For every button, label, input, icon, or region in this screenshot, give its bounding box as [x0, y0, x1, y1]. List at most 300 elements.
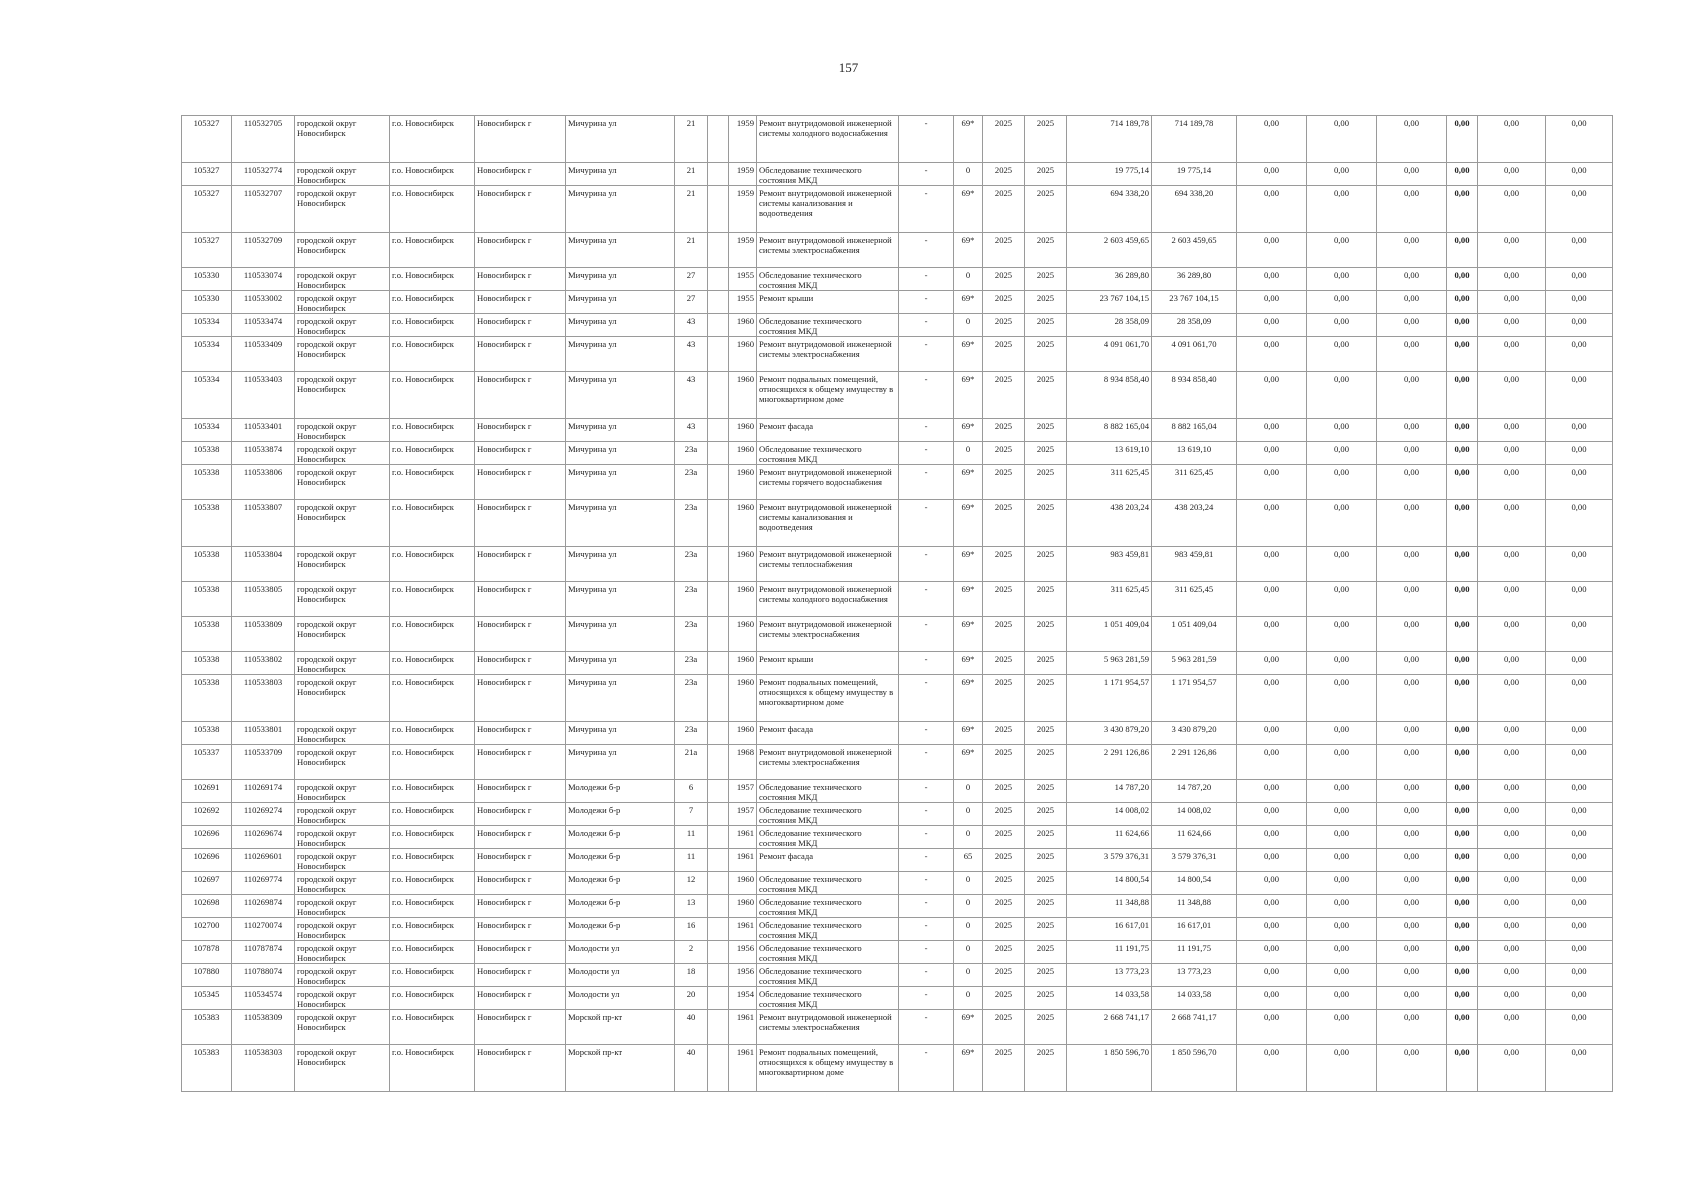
cell-f6: 0,00: [1546, 547, 1613, 582]
cell-f1: 0,00: [1237, 291, 1307, 314]
cell-letter: [708, 372, 729, 419]
cell-municipality: г.о. Новосибирск: [390, 652, 475, 675]
cell-plan-from: 2025: [983, 500, 1025, 547]
cell-code: 110533401: [232, 419, 295, 442]
cell-plan-to: 2025: [1025, 500, 1067, 547]
cell-street: Морской пр-кт: [566, 1010, 675, 1045]
cell-district: городской округ Новосибирск: [295, 918, 390, 941]
cell-f6: 0,00: [1546, 582, 1613, 617]
cell-dash: -: [899, 116, 954, 163]
cell-cost-total: 23 767 104,15: [1067, 291, 1152, 314]
cell-code: 110269274: [232, 803, 295, 826]
cell-work: Ремонт фасада: [757, 419, 899, 442]
cell-wear: 69*: [954, 419, 983, 442]
cell-city: Новосибирск г: [475, 116, 566, 163]
cell-district: городской округ Новосибирск: [295, 803, 390, 826]
cell-district: городской округ Новосибирск: [295, 547, 390, 582]
cell-wear: 69*: [954, 675, 983, 722]
cell-plan-from: 2025: [983, 314, 1025, 337]
cell-id: 105345: [182, 987, 232, 1010]
cell-id: 105337: [182, 745, 232, 780]
cell-id: 105338: [182, 547, 232, 582]
cell-cost-fund: 14 800,54: [1152, 872, 1237, 895]
cell-cost-fund: 311 625,45: [1152, 582, 1237, 617]
cell-municipality: г.о. Новосибирск: [390, 826, 475, 849]
table-row: [182, 186, 1613, 233]
cell-district: городской округ Новосибирск: [295, 500, 390, 547]
cell-house: 11: [675, 826, 708, 849]
cell-f1: 0,00: [1237, 780, 1307, 803]
cell-dash: -: [899, 465, 954, 500]
cell-dash: -: [899, 1045, 954, 1092]
cell-f5: 0,00: [1478, 465, 1546, 500]
cell-id: 105338: [182, 675, 232, 722]
cell-plan-to: 2025: [1025, 268, 1067, 291]
cell-cost-total: 14 800,54: [1067, 872, 1152, 895]
cell-year: 1955: [729, 268, 757, 291]
cell-cost-total: 11 191,75: [1067, 941, 1152, 964]
cell-street: Молодости ул: [566, 941, 675, 964]
cell-f4: 0,00: [1447, 291, 1478, 314]
cell-f2: 0,00: [1307, 582, 1377, 617]
cell-dash: -: [899, 895, 954, 918]
cell-cost-fund: 714 189,78: [1152, 116, 1237, 163]
cell-wear: 69*: [954, 582, 983, 617]
cell-plan-from: 2025: [983, 652, 1025, 675]
cell-cost-fund: 311 625,45: [1152, 465, 1237, 500]
cell-f3: 0,00: [1377, 964, 1447, 987]
cell-street: Мичурина ул: [566, 675, 675, 722]
cell-f5: 0,00: [1478, 872, 1546, 895]
cell-house: 21: [675, 233, 708, 268]
cell-dash: -: [899, 941, 954, 964]
cell-id: 105327: [182, 233, 232, 268]
cell-cost-total: 714 189,78: [1067, 116, 1152, 163]
cell-wear: 69*: [954, 1010, 983, 1045]
cell-plan-to: 2025: [1025, 582, 1067, 617]
cell-plan-to: 2025: [1025, 163, 1067, 186]
cell-f2: 0,00: [1307, 1045, 1377, 1092]
cell-house: 23а: [675, 465, 708, 500]
cell-city: Новосибирск г: [475, 780, 566, 803]
cell-dash: -: [899, 500, 954, 547]
cell-municipality: г.о. Новосибирск: [390, 1045, 475, 1092]
cell-f5: 0,00: [1478, 652, 1546, 675]
cell-municipality: г.о. Новосибирск: [390, 722, 475, 745]
cell-wear: 0: [954, 918, 983, 941]
cell-f2: 0,00: [1307, 233, 1377, 268]
cell-work: Ремонт внутридомовой инженерной системы теплоснабжения: [757, 547, 899, 582]
cell-wear: 69*: [954, 722, 983, 745]
cell-f6: 0,00: [1546, 722, 1613, 745]
cell-plan-to: 2025: [1025, 186, 1067, 233]
cell-plan-from: 2025: [983, 186, 1025, 233]
cell-f6: 0,00: [1546, 1010, 1613, 1045]
cell-f3: 0,00: [1377, 442, 1447, 465]
cell-wear: 0: [954, 268, 983, 291]
cell-municipality: г.о. Новосибирск: [390, 186, 475, 233]
cell-street: Мичурина ул: [566, 419, 675, 442]
cell-dash: -: [899, 442, 954, 465]
cell-f4: 0,00: [1447, 987, 1478, 1010]
cell-f2: 0,00: [1307, 987, 1377, 1010]
cell-f5: 0,00: [1478, 918, 1546, 941]
cell-street: Мичурина ул: [566, 652, 675, 675]
cell-f3: 0,00: [1377, 652, 1447, 675]
cell-work: Обследование технического состояния МКД: [757, 872, 899, 895]
cell-code: 110534574: [232, 987, 295, 1010]
cell-street: Молодежи б-р: [566, 849, 675, 872]
cell-cost-fund: 36 289,80: [1152, 268, 1237, 291]
cell-wear: 69*: [954, 500, 983, 547]
cell-dash: -: [899, 652, 954, 675]
cell-house: 43: [675, 372, 708, 419]
cell-year: 1960: [729, 582, 757, 617]
cell-dash: -: [899, 872, 954, 895]
cell-f6: 0,00: [1546, 745, 1613, 780]
cell-id: 105334: [182, 337, 232, 372]
cell-plan-from: 2025: [983, 291, 1025, 314]
cell-house: 21: [675, 116, 708, 163]
cell-plan-to: 2025: [1025, 803, 1067, 826]
cell-f4: 0,00: [1447, 964, 1478, 987]
cell-code: 110533806: [232, 465, 295, 500]
cell-city: Новосибирск г: [475, 895, 566, 918]
cell-plan-from: 2025: [983, 675, 1025, 722]
cell-wear: 0: [954, 163, 983, 186]
cell-id: 102696: [182, 826, 232, 849]
cell-dash: -: [899, 964, 954, 987]
cell-f6: 0,00: [1546, 419, 1613, 442]
cell-wear: 0: [954, 964, 983, 987]
cell-plan-from: 2025: [983, 116, 1025, 163]
cell-house: 40: [675, 1010, 708, 1045]
cell-f2: 0,00: [1307, 314, 1377, 337]
cell-plan-to: 2025: [1025, 116, 1067, 163]
cell-district: городской округ Новосибирск: [295, 442, 390, 465]
cell-cost-fund: 2 291 126,86: [1152, 745, 1237, 780]
cell-id: 105334: [182, 372, 232, 419]
cell-plan-to: 2025: [1025, 465, 1067, 500]
cell-wear: 0: [954, 442, 983, 465]
cell-municipality: г.о. Новосибирск: [390, 1010, 475, 1045]
cell-f3: 0,00: [1377, 918, 1447, 941]
cell-year: 1960: [729, 652, 757, 675]
cell-plan-to: 2025: [1025, 964, 1067, 987]
cell-f6: 0,00: [1546, 617, 1613, 652]
cell-f4: 0,00: [1447, 116, 1478, 163]
cell-street: Молодежи б-р: [566, 872, 675, 895]
cell-house: 23а: [675, 500, 708, 547]
table-body: [182, 116, 1613, 1092]
cell-street: Молодежи б-р: [566, 826, 675, 849]
cell-wear: 0: [954, 987, 983, 1010]
cell-f5: 0,00: [1478, 722, 1546, 745]
cell-plan-from: 2025: [983, 895, 1025, 918]
cell-wear: 0: [954, 872, 983, 895]
cell-f2: 0,00: [1307, 116, 1377, 163]
cell-district: городской округ Новосибирск: [295, 268, 390, 291]
cell-f6: 0,00: [1546, 442, 1613, 465]
cell-f1: 0,00: [1237, 500, 1307, 547]
cell-f2: 0,00: [1307, 895, 1377, 918]
table-row: [182, 872, 1613, 895]
cell-work: Обследование технического состояния МКД: [757, 918, 899, 941]
cell-code: 110533074: [232, 268, 295, 291]
cell-plan-from: 2025: [983, 722, 1025, 745]
cell-work: Ремонт внутридомовой инженерной системы электроснабжения: [757, 233, 899, 268]
cell-cost-total: 13 619,10: [1067, 442, 1152, 465]
cell-cost-fund: 11 624,66: [1152, 826, 1237, 849]
cell-f3: 0,00: [1377, 895, 1447, 918]
cell-city: Новосибирск г: [475, 582, 566, 617]
cell-dash: -: [899, 803, 954, 826]
table-row: [182, 780, 1613, 803]
cell-street: Мичурина ул: [566, 582, 675, 617]
cell-plan-from: 2025: [983, 268, 1025, 291]
cell-year: 1961: [729, 849, 757, 872]
cell-district: городской округ Новосибирск: [295, 186, 390, 233]
cell-f4: 0,00: [1447, 803, 1478, 826]
cell-letter: [708, 941, 729, 964]
cell-street: Мичурина ул: [566, 465, 675, 500]
cell-plan-to: 2025: [1025, 291, 1067, 314]
cell-id: 105334: [182, 419, 232, 442]
cell-house: 23а: [675, 442, 708, 465]
cell-city: Новосибирск г: [475, 826, 566, 849]
cell-street: Мичурина ул: [566, 186, 675, 233]
cell-cost-fund: 3 430 879,20: [1152, 722, 1237, 745]
cell-street: Мичурина ул: [566, 291, 675, 314]
cell-f5: 0,00: [1478, 745, 1546, 780]
cell-f2: 0,00: [1307, 372, 1377, 419]
cell-id: 102692: [182, 803, 232, 826]
table-row: [182, 987, 1613, 1010]
cell-house: 6: [675, 780, 708, 803]
cell-f4: 0,00: [1447, 941, 1478, 964]
table-row: [182, 652, 1613, 675]
cell-f5: 0,00: [1478, 826, 1546, 849]
cell-code: 110533807: [232, 500, 295, 547]
cell-f2: 0,00: [1307, 803, 1377, 826]
cell-f5: 0,00: [1478, 337, 1546, 372]
cell-year: 1960: [729, 895, 757, 918]
cell-cost-fund: 11 191,75: [1152, 941, 1237, 964]
cell-city: Новосибирск г: [475, 1045, 566, 1092]
cell-street: Мичурина ул: [566, 547, 675, 582]
cell-code: 110787874: [232, 941, 295, 964]
cell-f6: 0,00: [1546, 849, 1613, 872]
cell-plan-to: 2025: [1025, 547, 1067, 582]
cell-house: 21а: [675, 745, 708, 780]
cell-street: Мичурина ул: [566, 617, 675, 652]
cell-id: 105330: [182, 291, 232, 314]
cell-plan-from: 2025: [983, 987, 1025, 1010]
cell-plan-to: 2025: [1025, 826, 1067, 849]
cell-cost-total: 438 203,24: [1067, 500, 1152, 547]
cell-f3: 0,00: [1377, 547, 1447, 582]
cell-street: Морской пр-кт: [566, 1045, 675, 1092]
cell-wear: 0: [954, 314, 983, 337]
cell-municipality: г.о. Новосибирск: [390, 745, 475, 780]
cell-letter: [708, 547, 729, 582]
cell-year: 1960: [729, 419, 757, 442]
cell-f3: 0,00: [1377, 617, 1447, 652]
cell-dash: -: [899, 268, 954, 291]
cell-year: 1961: [729, 1010, 757, 1045]
cell-year: 1960: [729, 675, 757, 722]
cell-cost-fund: 11 348,88: [1152, 895, 1237, 918]
cell-year: 1954: [729, 987, 757, 1010]
cell-f3: 0,00: [1377, 186, 1447, 233]
cell-f1: 0,00: [1237, 163, 1307, 186]
cell-dash: -: [899, 186, 954, 233]
cell-work: Ремонт внутридомовой инженерной системы канализования и водоотведения: [757, 500, 899, 547]
cell-plan-from: 2025: [983, 163, 1025, 186]
cell-wear: 69*: [954, 547, 983, 582]
cell-year: 1960: [729, 314, 757, 337]
cell-house: 21: [675, 163, 708, 186]
cell-district: городской округ Новосибирск: [295, 419, 390, 442]
cell-plan-to: 2025: [1025, 987, 1067, 1010]
cell-f4: 0,00: [1447, 780, 1478, 803]
cell-district: городской округ Новосибирск: [295, 1010, 390, 1045]
cell-dash: -: [899, 547, 954, 582]
cell-street: Мичурина ул: [566, 745, 675, 780]
cell-f2: 0,00: [1307, 652, 1377, 675]
cell-street: Мичурина ул: [566, 500, 675, 547]
cell-f1: 0,00: [1237, 675, 1307, 722]
cell-f3: 0,00: [1377, 268, 1447, 291]
cell-cost-fund: 8 934 858,40: [1152, 372, 1237, 419]
cell-f6: 0,00: [1546, 337, 1613, 372]
cell-id: 105327: [182, 163, 232, 186]
cell-f1: 0,00: [1237, 895, 1307, 918]
cell-f6: 0,00: [1546, 314, 1613, 337]
cell-city: Новосибирск г: [475, 675, 566, 722]
cell-wear: 69*: [954, 186, 983, 233]
cell-plan-from: 2025: [983, 442, 1025, 465]
cell-wear: 69*: [954, 1045, 983, 1092]
cell-plan-to: 2025: [1025, 1045, 1067, 1092]
cell-f5: 0,00: [1478, 803, 1546, 826]
cell-year: 1960: [729, 872, 757, 895]
cell-municipality: г.о. Новосибирск: [390, 337, 475, 372]
cell-f3: 0,00: [1377, 163, 1447, 186]
cell-f4: 0,00: [1447, 826, 1478, 849]
cell-f3: 0,00: [1377, 780, 1447, 803]
cell-code: 110533874: [232, 442, 295, 465]
cell-f2: 0,00: [1307, 419, 1377, 442]
cell-city: Новосибирск г: [475, 372, 566, 419]
cell-district: городской округ Новосибирск: [295, 337, 390, 372]
cell-municipality: г.о. Новосибирск: [390, 895, 475, 918]
cell-plan-from: 2025: [983, 465, 1025, 500]
cell-f3: 0,00: [1377, 116, 1447, 163]
table-row: [182, 419, 1613, 442]
cell-city: Новосибирск г: [475, 465, 566, 500]
cell-cost-total: 14 787,20: [1067, 780, 1152, 803]
cell-letter: [708, 652, 729, 675]
table-row: [182, 918, 1613, 941]
cell-work: Обследование технического состояния МКД: [757, 780, 899, 803]
cell-city: Новосибирск г: [475, 722, 566, 745]
cell-city: Новосибирск г: [475, 745, 566, 780]
cell-house: 18: [675, 964, 708, 987]
cell-wear: 0: [954, 780, 983, 803]
cell-work: Обследование технического состояния МКД: [757, 941, 899, 964]
cell-city: Новосибирск г: [475, 500, 566, 547]
cell-cost-total: 8 934 858,40: [1067, 372, 1152, 419]
cell-plan-from: 2025: [983, 941, 1025, 964]
cell-letter: [708, 233, 729, 268]
cell-work: Обследование технического состояния МКД: [757, 268, 899, 291]
page-number: 157: [838, 60, 859, 75]
table-row: [182, 803, 1613, 826]
cell-plan-from: 2025: [983, 372, 1025, 419]
cell-f3: 0,00: [1377, 465, 1447, 500]
cell-plan-from: 2025: [983, 582, 1025, 617]
cell-letter: [708, 964, 729, 987]
cell-code: 110269674: [232, 826, 295, 849]
cell-house: 23а: [675, 617, 708, 652]
cell-f6: 0,00: [1546, 895, 1613, 918]
table-row: [182, 826, 1613, 849]
cell-letter: [708, 803, 729, 826]
cell-work: Обследование технического состояния МКД: [757, 895, 899, 918]
cell-year: 1960: [729, 547, 757, 582]
cell-id: 105327: [182, 186, 232, 233]
cell-letter: [708, 442, 729, 465]
cell-house: 40: [675, 1045, 708, 1092]
cell-plan-from: 2025: [983, 872, 1025, 895]
cell-plan-to: 2025: [1025, 314, 1067, 337]
cell-plan-to: 2025: [1025, 745, 1067, 780]
cell-f2: 0,00: [1307, 849, 1377, 872]
cell-wear: 0: [954, 803, 983, 826]
cell-wear: 0: [954, 895, 983, 918]
cell-municipality: г.о. Новосибирск: [390, 675, 475, 722]
cell-municipality: г.о. Новосибирск: [390, 116, 475, 163]
cell-f5: 0,00: [1478, 186, 1546, 233]
cell-f6: 0,00: [1546, 987, 1613, 1010]
cell-letter: [708, 500, 729, 547]
cell-year: 1959: [729, 186, 757, 233]
cell-plan-to: 2025: [1025, 872, 1067, 895]
cell-year: 1968: [729, 745, 757, 780]
cell-f4: 0,00: [1447, 582, 1478, 617]
cell-house: 23а: [675, 722, 708, 745]
cell-street: Молодежи б-р: [566, 803, 675, 826]
cell-cost-total: 13 773,23: [1067, 964, 1152, 987]
cell-municipality: г.о. Новосибирск: [390, 233, 475, 268]
cell-work: Ремонт внутридомовой инженерной системы электроснабжения: [757, 1010, 899, 1045]
cell-work: Ремонт внутридомовой инженерной системы электроснабжения: [757, 745, 899, 780]
cell-district: городской округ Новосибирск: [295, 780, 390, 803]
cell-year: 1961: [729, 1045, 757, 1092]
cell-code: 110533474: [232, 314, 295, 337]
cell-street: Мичурина ул: [566, 722, 675, 745]
cell-cost-fund: 694 338,20: [1152, 186, 1237, 233]
cell-f4: 0,00: [1447, 745, 1478, 780]
cell-dash: -: [899, 1010, 954, 1045]
cell-plan-from: 2025: [983, 745, 1025, 780]
cell-f1: 0,00: [1237, 745, 1307, 780]
cell-f3: 0,00: [1377, 1045, 1447, 1092]
cell-cost-total: 5 963 281,59: [1067, 652, 1152, 675]
cell-f6: 0,00: [1546, 163, 1613, 186]
cell-code: 110533002: [232, 291, 295, 314]
